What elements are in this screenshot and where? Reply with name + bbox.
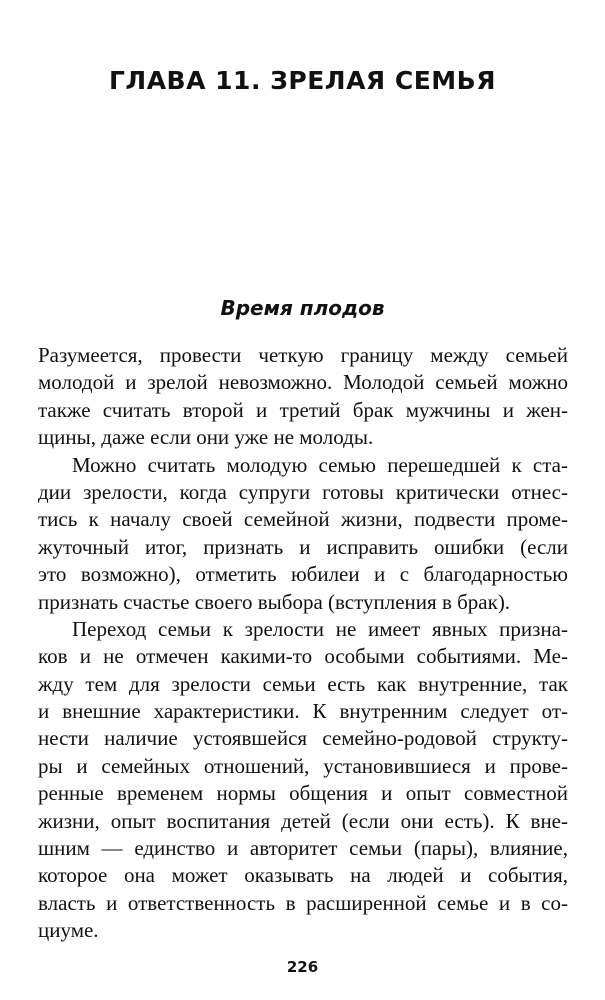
text-line: признать счастье своего выбора (вступления в брак). — [38, 589, 511, 614]
text-line: тись к началу своей семейной жизни, подвести проме- — [38, 507, 568, 532]
paragraph — [38, 616, 568, 945]
chapter-title: ГЛАВА 11. ЗРЕЛАЯ СЕМЬЯ — [109, 66, 496, 95]
text-line: Разумеется, провести четкую границу между семьей — [38, 343, 568, 367]
text-line: шним — единство и авторитет семьи (пары), влияние, — [38, 836, 568, 861]
text-line: жизни, опыт воспитания детей (если они есть). К вне- — [38, 808, 568, 833]
section-title: Время плодов — [220, 296, 385, 320]
text-line: Можно считать молодую семью перешедшей к ста- — [72, 452, 568, 477]
paragraph — [38, 452, 568, 616]
text-line: это возможно), отметить юбилеи и с благодарностью — [38, 562, 568, 587]
text-line: циуме. — [38, 918, 99, 943]
text-line: щины, даже если они уже не молоды. — [38, 425, 374, 450]
text-line: дии зрелости, когда супруги готовы критически отнес- — [38, 479, 568, 504]
text-line: также считать второй и третий брак мужчины и жен- — [38, 397, 568, 422]
text-line: молодой и зрелой невозможно. Молодой семьей можно — [38, 370, 568, 395]
text-line: власть и ответственность в расширенной семье и в со- — [38, 890, 568, 915]
text-line: ков и не отмечен какими-то особыми событиями. Ме- — [38, 644, 568, 669]
text-line: нести наличие устоявшейся семейно-родовой структу- — [38, 726, 568, 751]
text-line: жуточный итог, признать и исправить ошибки (если — [38, 534, 568, 559]
text-line: ренные временем нормы общения и опыт совместной — [38, 781, 568, 806]
text-line: которое она может оказывать на людей и события, — [38, 863, 568, 888]
text-line: и внешние характеристики. К внутренним следует от- — [38, 699, 568, 724]
text-line: Переход семьи к зрелости не имеет явных призна- — [72, 616, 568, 641]
page-number: 226 — [286, 958, 319, 976]
paragraph — [38, 342, 568, 452]
body-text — [38, 342, 568, 945]
text-line: жду тем для зрелости семьи есть как внутренние, так — [38, 671, 568, 696]
text-line: ры и семейных отношений, установившиеся и прове- — [38, 753, 568, 778]
